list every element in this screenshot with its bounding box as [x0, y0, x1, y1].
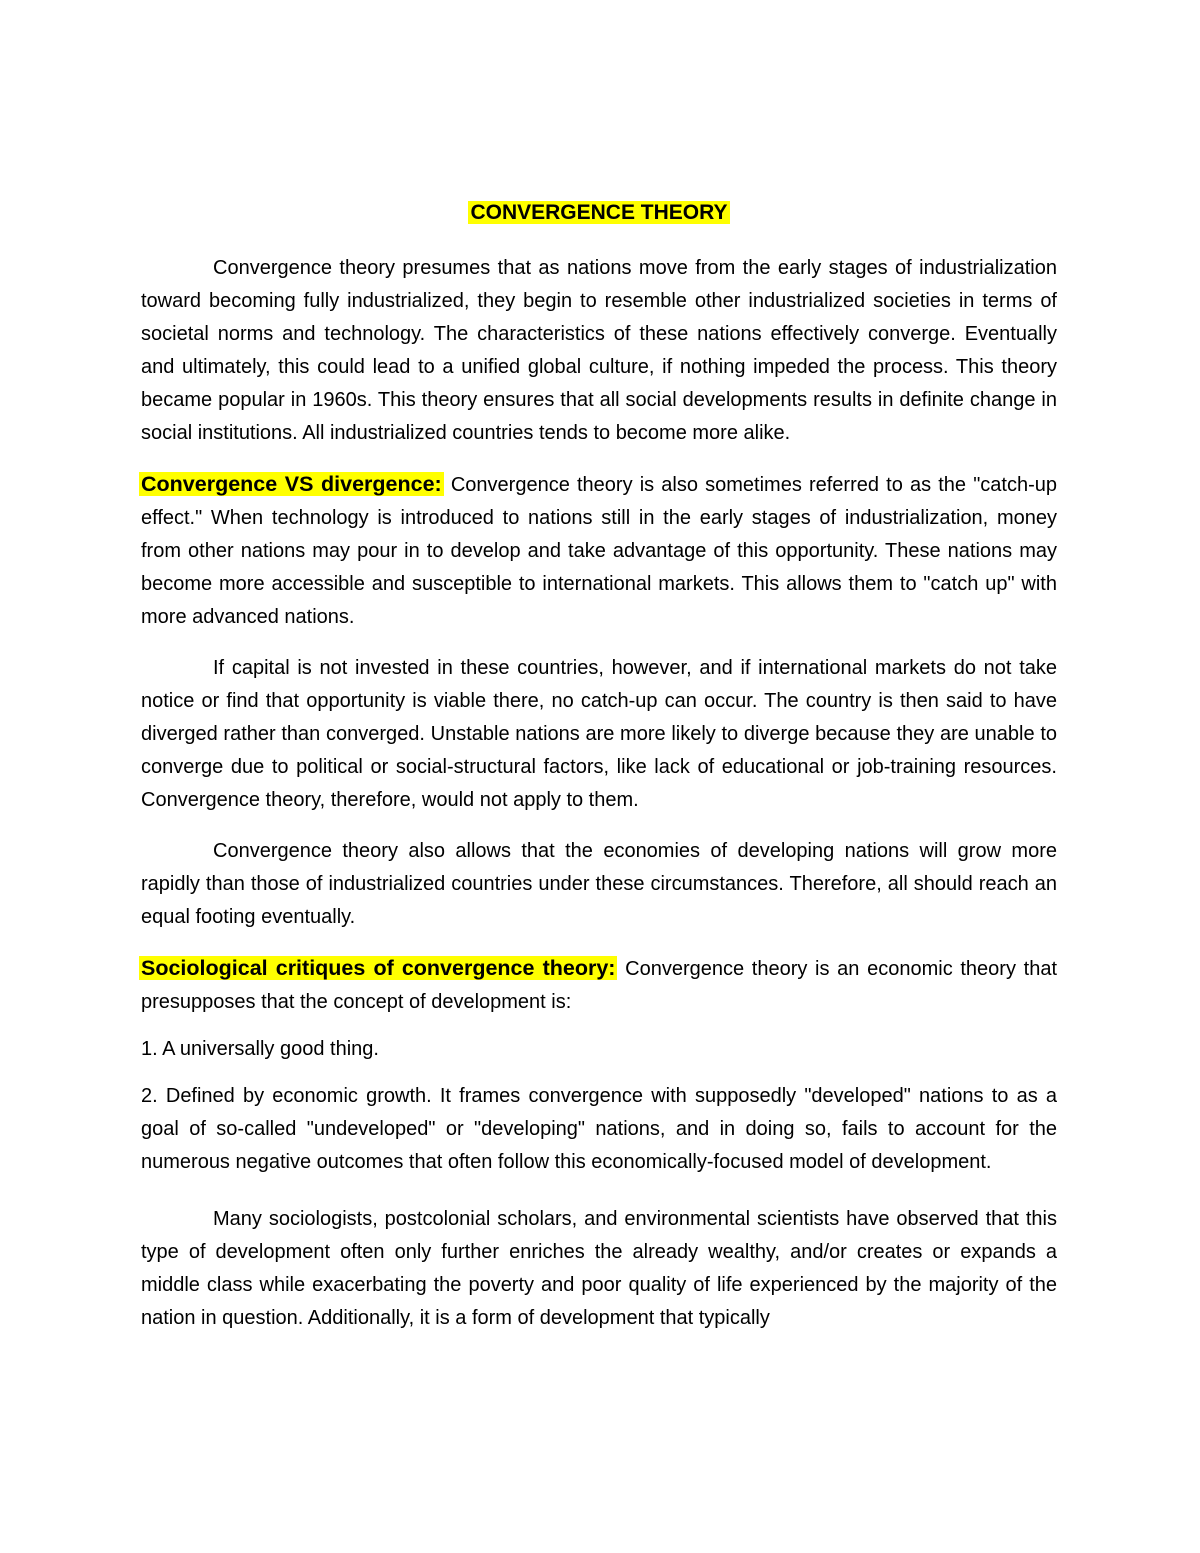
list-item-2: 2. Defined by economic growth. It frames convergence with supposedly "developed" nations to as a goal of so-called "undeveloped" or "developing" nations, and in doing so, fails to account for the numerous negative outcomes that often follow this economically-focused model of development. [141, 1085, 1057, 1173]
paragraph-convergence-vs-divergence [141, 468, 1057, 634]
paragraph-economies: Convergence theory also allows that the economies of developing nations will grow more rapidly than those of industrialized countries under these circumstances. Therefore, all should reach an equal footing eventually. [141, 840, 1057, 928]
paragraph-convergence-vs-divergence-body: Convergence theory is also sometimes referred to as the "catch-up effect." When technology is introduced to nations still in the early stages of industrialization, money from other nations may pour in to develop and take advantage of this opportunity. These nations may become more accessible and susceptible to international markets. This allows them to "catch up" with more advanced nations. [141, 474, 1057, 628]
paragraph-intro: Convergence theory presumes that as nations move from the early stages of industrialization toward becoming fully industrialized, they begin to resemble other industrialized societies in terms of societal norms and technology. The characteristics of these nations effectively converge. Eventually and ultimately, this could lead to a unified global culture, if nothing impeded the process. This theory became popular in 1960s. This theory ensures that all social developments results in definite change in social institutions. All industrialized countries tends to become more alike. [141, 257, 1057, 444]
heading-convergence-vs-divergence: Convergence VS divergence: [141, 472, 442, 496]
page-title-text: CONVERGENCE THEORY [470, 201, 728, 224]
list-item-1: 1. A universally good thing. [141, 1038, 379, 1060]
heading-sociological-critiques: Sociological critiques of convergence theory: [141, 956, 616, 980]
paragraph-critiques-body: Convergence theory is an economic theory that presupposes that the concept of development is: [141, 958, 1057, 1013]
document-body [141, 196, 1057, 1353]
page-title [141, 196, 1057, 230]
paragraph-critiques [141, 952, 1057, 1019]
paragraph-sociologists: Many sociologists, postcolonial scholars, and environmental scientists have observed that this type of development often only further enriches the already wealthy, and/or creates or expands a middle class while exacerbating the poverty and poor quality of life experienced by the majority of the nation in question. Additionally, it is a form of development that typically [141, 1208, 1057, 1329]
paragraph-capital: If capital is not invested in these countries, however, and if international markets do not take notice or find that opportunity is viable there, no catch-up can occur. The country is then said to have diverged rather than converged. Unstable nations are more likely to diverge because they are unable to converge due to political or social-structural factors, like lack of educational or job-training resources. Convergence theory, therefore, would not apply to them. [141, 657, 1057, 811]
